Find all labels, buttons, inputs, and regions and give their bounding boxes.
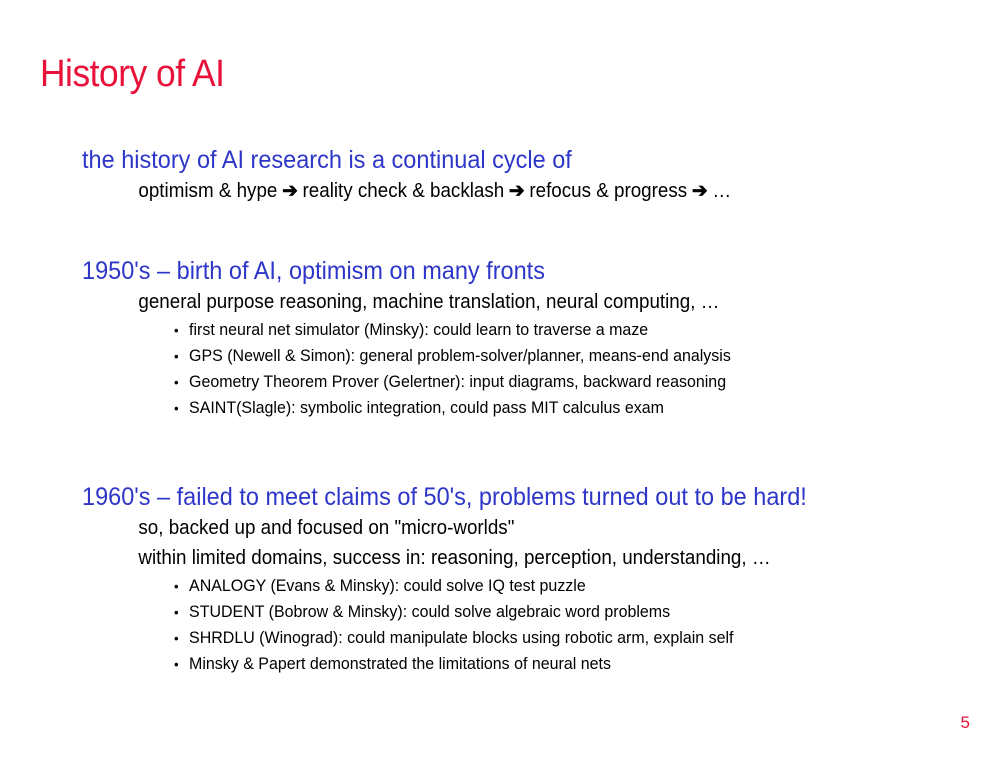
list-item-text: Geometry Theorem Prover (Gelertner): input diagrams, backward reasoning xyxy=(189,372,727,391)
page-number: 5 xyxy=(960,713,970,732)
bullet-list xyxy=(82,317,982,421)
list-item xyxy=(174,317,934,343)
list-item xyxy=(174,343,934,369)
list-item-text: Minsky & Papert demonstrated the limitations of neural nets xyxy=(189,654,611,673)
list-item-text: first neural net simulator (Minsky): could learn to traverse a maze xyxy=(189,320,649,339)
bullet-dot-icon: • xyxy=(174,374,179,390)
cycle-step-reality-check: reality check & backlash xyxy=(302,180,505,202)
list-item-text: SAINT(Slagle): symbolic integration, could pass MIT calculus exam xyxy=(189,398,664,417)
bullet-dot-icon: • xyxy=(174,348,179,364)
list-item xyxy=(174,573,934,599)
bullet-dot-icon: • xyxy=(174,322,179,338)
list-item-text: STUDENT (Bobrow & Minsky): could solve algebraic word problems xyxy=(189,602,671,621)
arrow-right-icon: ➔ xyxy=(691,180,708,202)
section-line: general purpose reasoning, machine translation, neural computing, … xyxy=(138,291,720,313)
section-1960s xyxy=(82,481,982,677)
section-1950s xyxy=(82,255,982,421)
list-item xyxy=(174,651,934,677)
section-line: so, backed up and focused on "micro-worlds" xyxy=(138,517,515,539)
arrow-right-icon: ➔ xyxy=(508,180,525,202)
section-ai-cycle xyxy=(82,144,982,206)
list-item-text: SHRDLU (Winograd): could manipulate blocks using robotic arm, explain self xyxy=(189,628,734,647)
bullet-dot-icon: • xyxy=(174,656,179,672)
list-item xyxy=(174,369,934,395)
cycle-line xyxy=(82,176,928,206)
bullet-dot-icon: • xyxy=(174,578,179,594)
bullet-dot-icon: • xyxy=(174,630,179,646)
arrow-right-icon: ➔ xyxy=(282,180,298,202)
bullet-dot-icon: • xyxy=(174,400,179,416)
list-item xyxy=(174,625,934,651)
bullet-dot-icon: • xyxy=(174,604,179,620)
section-heading: the history of AI research is a continual cycle of xyxy=(82,146,572,174)
list-item-text: GPS (Newell & Simon): general problem-solver/planner, means-end analysis xyxy=(189,346,731,365)
list-item xyxy=(174,599,934,625)
list-item-text: ANALOGY (Evans & Minsky): could solve IQ test puzzle xyxy=(189,576,586,595)
cycle-step-refocus: refocus & progress xyxy=(529,180,688,202)
cycle-step-optimism: optimism & hype xyxy=(138,180,278,202)
slide-title: History of AI xyxy=(40,53,225,95)
cycle-step-ellipsis: … xyxy=(712,180,732,202)
list-item xyxy=(174,395,934,421)
section-heading: 1960's – failed to meet claims of 50's, problems turned out to be hard! xyxy=(82,483,807,511)
section-line: within limited domains, success in: reasoning, perception, understanding, … xyxy=(138,547,771,569)
section-heading: 1950's – birth of AI, optimism on many fronts xyxy=(82,257,545,285)
bullet-list xyxy=(82,573,982,677)
